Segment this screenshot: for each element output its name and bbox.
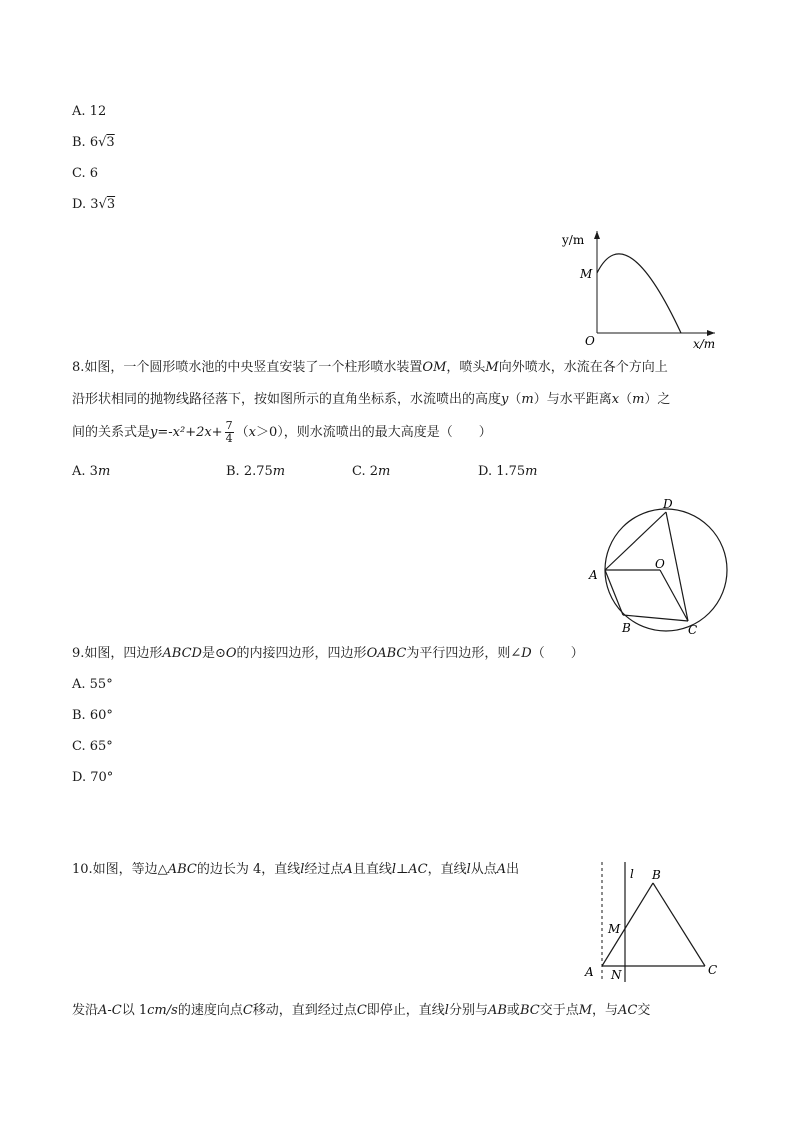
text: 间的关系式是 <box>72 425 151 440</box>
var: ABCD <box>162 646 202 661</box>
text: 为平行四边形，则∠ <box>406 646 522 661</box>
q8-option-a <box>72 464 110 480</box>
text: 向外喷水，水流在各个方向上 <box>498 360 668 375</box>
formula: y=-x²+2x+ <box>150 425 223 440</box>
var: BC <box>519 1003 540 1018</box>
var: m <box>632 392 645 407</box>
text: 即停止，直线 <box>366 1003 445 1018</box>
var: OABC <box>366 646 407 661</box>
var: x <box>611 392 620 407</box>
text: 且直线 <box>352 862 392 877</box>
sqrt-sign: √ <box>98 135 107 150</box>
text: （ <box>619 392 633 407</box>
var: C <box>242 1003 253 1018</box>
text: 沿形状相同的抛物线路径落下，按如图所示的直角坐标系，水流喷出的高度 <box>72 392 502 407</box>
option-unit: m <box>97 464 111 479</box>
text: 以 1 <box>121 1003 148 1018</box>
q8-option-d <box>478 464 538 480</box>
option-unit: m <box>525 464 538 479</box>
side-bc <box>653 883 705 966</box>
var: ABC <box>167 862 197 877</box>
parabola-curve <box>597 254 681 333</box>
label-m: M <box>608 922 621 936</box>
q9-option-a: A. 55° <box>72 677 113 692</box>
var: l <box>444 1003 449 1018</box>
q9-option-d: D. 70° <box>72 770 114 785</box>
var: M <box>485 360 499 375</box>
var: l <box>466 862 471 877</box>
var: AB <box>487 1003 507 1018</box>
var: l <box>300 862 305 877</box>
text: ）之 <box>644 392 671 407</box>
text: ，直线 <box>427 862 467 877</box>
q8-line-3 <box>72 418 492 448</box>
label-b: B <box>652 868 661 882</box>
y-axis-arrow <box>594 231 600 239</box>
q8-option-c <box>352 464 390 480</box>
var: C <box>356 1003 367 1018</box>
text: ）与水平距离 <box>533 392 612 407</box>
x-axis-label: x/m <box>693 337 716 350</box>
var: A-C <box>98 1003 122 1018</box>
label-a: A <box>585 965 594 979</box>
var: D <box>521 646 532 661</box>
var: OM <box>422 360 447 375</box>
var: l <box>391 862 396 877</box>
q7-option-d <box>72 197 115 213</box>
var: AC <box>618 1003 638 1018</box>
q7-option-c <box>72 166 98 182</box>
option-label: A. <box>72 104 86 119</box>
q8-option-b <box>226 464 285 480</box>
q9-circle-diagram <box>580 488 730 638</box>
q10-line-2 <box>72 1003 650 1019</box>
text: 移动，直到经过点 <box>252 1003 357 1018</box>
var: AC <box>408 862 428 877</box>
text: 分别与 <box>448 1003 488 1018</box>
option-label: C. <box>72 166 86 181</box>
option-label: D. 1.75 <box>478 464 526 479</box>
label-a: A <box>589 568 598 582</box>
option-label: A. 3 <box>72 464 98 479</box>
option-radicand: 3 <box>106 197 116 212</box>
q10-triangle-diagram <box>580 858 730 988</box>
text: 发沿 <box>72 1003 99 1018</box>
text: ⊥ <box>396 862 409 877</box>
text: 的边长为 4，直线 <box>196 862 301 877</box>
y-axis-label: y/m <box>562 233 585 247</box>
numerator: 7 <box>225 419 233 432</box>
segment-dc <box>666 512 688 621</box>
q7-option-a <box>72 104 106 120</box>
text: 经过点 <box>304 862 344 877</box>
label-c: C <box>708 963 718 977</box>
option-value: 6 <box>89 166 99 181</box>
sqrt-sign: √ <box>98 197 107 212</box>
q8-parabola-graph <box>555 225 725 350</box>
text: 交 <box>637 1003 651 1018</box>
text: （ <box>508 392 522 407</box>
option-label: D. <box>72 197 87 212</box>
option-value: 12 <box>89 104 107 119</box>
option-label: B. 2.75 <box>226 464 273 479</box>
segment-ab <box>605 570 623 615</box>
var: y <box>501 392 509 407</box>
label-b: B <box>622 621 631 635</box>
q9-option-c: C. 65° <box>72 739 113 754</box>
option-coefficient: 3 <box>90 197 99 212</box>
text: 或 <box>506 1003 520 1018</box>
label-o: O <box>655 557 665 571</box>
text: 是⊙ <box>201 646 226 661</box>
text: 9.如图，四边形 <box>72 646 163 661</box>
text: （ <box>235 425 249 440</box>
label-d: D <box>663 497 673 511</box>
segment-bc <box>623 615 688 621</box>
text: （ ） <box>531 646 584 661</box>
text: ，喷头 <box>446 360 486 375</box>
var: x <box>248 425 256 440</box>
option-radicand: 3 <box>106 135 115 150</box>
q8-line-2 <box>72 392 670 408</box>
text: 10.如图，等边△ <box>72 862 168 877</box>
denominator: 4 <box>225 432 233 445</box>
text: 出 <box>506 862 520 877</box>
origin-label: O <box>585 334 595 348</box>
label-l: l <box>630 867 634 881</box>
q7-option-b <box>72 135 115 151</box>
option-label: B. <box>72 135 86 150</box>
q9-stem <box>72 646 584 662</box>
text: ，与 <box>592 1003 619 1018</box>
fraction <box>225 420 234 445</box>
var: O <box>225 646 237 661</box>
text: 交于点 <box>539 1003 579 1018</box>
point-m-label: M <box>580 267 593 281</box>
label-n: N <box>611 968 622 982</box>
option-unit: m <box>272 464 286 479</box>
segment-oc <box>660 570 688 621</box>
option-unit: m <box>378 464 391 479</box>
var: cm/s <box>147 1003 178 1018</box>
label-c: C <box>688 623 698 637</box>
option-coefficient: 6 <box>89 135 99 150</box>
q10-line-1 <box>72 862 519 878</box>
x-axis-arrow <box>707 330 715 336</box>
var: m <box>521 392 534 407</box>
text: ＞0），则水流喷出的最大高度是（ ） <box>255 425 492 440</box>
q8-line-1 <box>72 360 668 376</box>
text: 从点 <box>470 862 497 877</box>
option-label: C. 2 <box>352 464 379 479</box>
text: 的速度向点 <box>177 1003 243 1018</box>
var: M <box>578 1003 593 1018</box>
var: A <box>343 862 353 877</box>
q9-option-b: B. 60° <box>72 708 113 723</box>
var: A <box>496 862 507 877</box>
text: 8.如图，一个圆形喷水池的中央竖直安装了一个柱形喷水装置 <box>72 360 423 375</box>
text: 的内接四边形，四边形 <box>236 646 367 661</box>
